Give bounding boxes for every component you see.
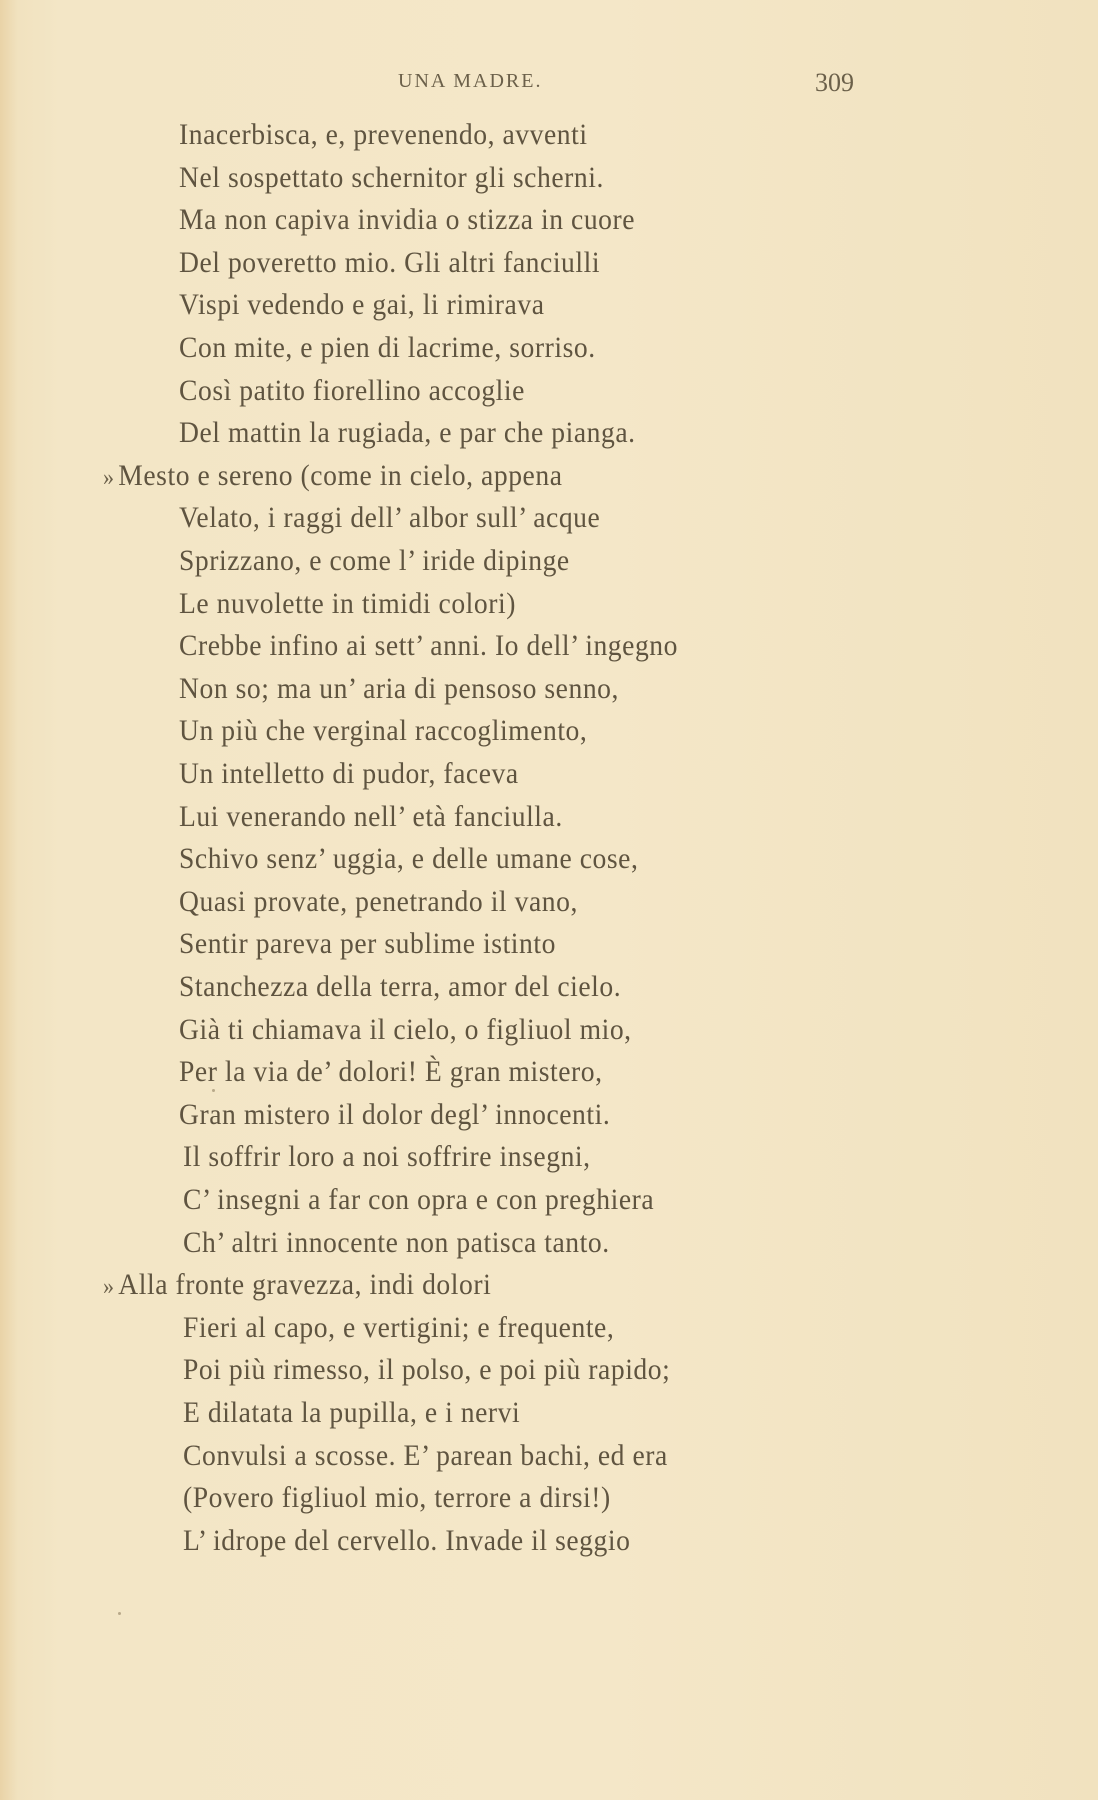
verse-line (183, 1435, 668, 1477)
verse-line-text: Lui venerando nell’ età fanciulla. (179, 799, 563, 833)
verse-line-text: Del mattin la rugiada, e par che pianga. (179, 416, 636, 450)
verse-line (179, 923, 556, 965)
verse-line-text: Già ti chiamava il cielo, o figliuol mio, (179, 1012, 632, 1046)
verse-line (179, 1009, 632, 1051)
verse-line (179, 497, 600, 539)
verse-line (183, 1136, 591, 1178)
verse-line (179, 583, 516, 625)
page-number: 309 (815, 68, 854, 97)
verse-line (179, 796, 563, 838)
verse-line-text: Sprizzano, e come l’ iride dipinge (179, 544, 570, 577)
verse-line-text: Schivo senz’ uggia, e delle umane cose, (179, 842, 639, 876)
verse-line-text: Le nuvolette in timidi colori) (179, 586, 516, 620)
verse-line-text: Crebbe infino ai sett’ anni. Io dell’ ingegno (179, 629, 679, 663)
verse-line (183, 1307, 614, 1349)
verse-line-text: (Povero figliuol mio, terrore a dirsi!) (183, 1481, 611, 1515)
verse-line (183, 1349, 670, 1391)
verse-line-text: L’ idrope del cervello. Invade il seggio (183, 1523, 631, 1557)
verse-line (179, 242, 600, 284)
paper-speck (212, 1089, 215, 1092)
verse-line-text: Gran mistero il dolor degl’ innocenti. (179, 1097, 611, 1131)
verse-line (179, 327, 596, 369)
verse-line (103, 1264, 491, 1306)
verse-line-text: Nel sospettato schernitor gli scherni. (179, 160, 604, 194)
verse-line (183, 1477, 611, 1519)
verse-line (179, 284, 545, 326)
verse-line-text: Del poveretto mio. Gli altri fanciulli (179, 245, 601, 279)
verse-line (179, 1094, 610, 1136)
verse-line-text: Vispi vedendo e gai, li rimirava (179, 288, 545, 322)
running-head (0, 66, 1098, 98)
verse-line-text: Poi più rimesso, il polso, e poi più rapido; (183, 1353, 671, 1387)
verse-line (179, 668, 619, 710)
verse-line-text: E dilatata la pupilla, e i nervi (183, 1396, 521, 1429)
verse-line (179, 157, 604, 199)
verse-line-text: Alla fronte gravezza, indi dolori (118, 1268, 492, 1302)
verse-line-text: Con mite, e pien di lacrime, sorriso. (179, 331, 596, 364)
verse-line-text: Il soffrir loro a noi soffrire insegni, (183, 1140, 591, 1174)
verse-line (183, 1520, 630, 1562)
verse-line-text: Così patito fiorellino accoglie (179, 373, 525, 407)
verse-line-text: Ch’ altri innocente non patisca tanto. (183, 1225, 610, 1259)
verse-line-text: Stanchezza della terra, amor del cielo. (179, 970, 622, 1003)
verse-line-text: Non so; ma un’ aria di pensoso senno, (179, 671, 619, 705)
verse-line (179, 625, 678, 667)
verse-line-text: Inacerbisca, e, prevenendo, avventi (179, 118, 588, 151)
verse-line (179, 966, 621, 1008)
verse-line-text: Un intelletto di pudor, faceva (179, 757, 519, 790)
verse-line (179, 753, 519, 795)
verse-line (183, 1392, 520, 1434)
verse-line (179, 114, 588, 156)
verse-line-text: Per la via de’ dolori! È gran mistero, (179, 1055, 603, 1089)
verse-line-text: C’ insegni a far con opra e con preghiera (183, 1183, 655, 1216)
verse-line (179, 1051, 603, 1093)
verse-line (179, 370, 525, 412)
verse-line (183, 1222, 610, 1264)
verse-line (179, 540, 570, 582)
verse-line (179, 881, 578, 923)
verse-line (179, 710, 587, 752)
running-title: UNA MADRE. (398, 70, 543, 92)
quotation-mark: » (103, 1274, 115, 1301)
verse-line (103, 455, 563, 497)
verse-line (179, 412, 636, 454)
paper-speck (118, 1612, 121, 1615)
verse-line (183, 1179, 654, 1221)
verse-line-text: Quasi provate, penetrando il vano, (179, 884, 578, 918)
verse-line-text: Un più che verginal raccoglimento, (179, 714, 588, 748)
verse-line-text: Sentir pareva per sublime istinto (179, 927, 556, 961)
verse-line-text: Mesto e sereno (come in cielo, appena (118, 458, 563, 492)
quotation-mark: » (103, 464, 115, 491)
verse-line (179, 838, 638, 880)
verse-line-text: Velato, i raggi dell’ albor sull’ acque (179, 501, 601, 535)
verse-line-text: Convulsi a scosse. E’ parean bachi, ed era (183, 1438, 668, 1472)
verse-line-text: Ma non capiva invidia o stizza in cuore (179, 203, 636, 237)
verse-line-text: Fieri al capo, e vertigini; e frequente, (183, 1310, 615, 1344)
verse-line (179, 199, 635, 241)
